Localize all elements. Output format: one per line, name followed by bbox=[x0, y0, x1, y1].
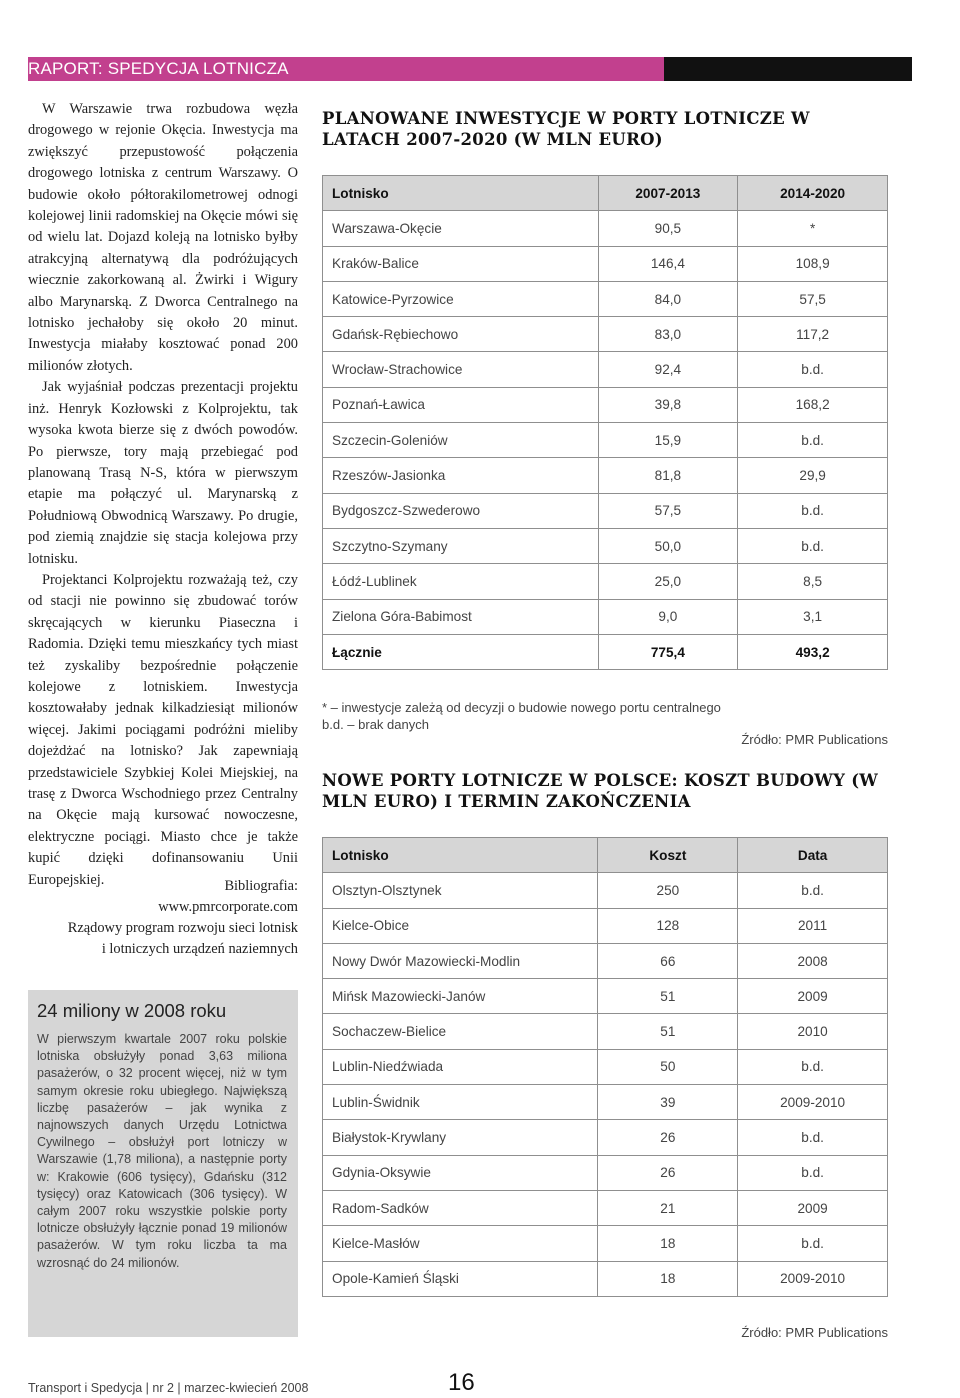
table-row bbox=[323, 979, 888, 1014]
table-cell: * bbox=[738, 211, 888, 246]
table-cell: 250 bbox=[598, 873, 738, 908]
note-asterisk: * – inwestycje zależą od decyzji o budowie nowego portu centralnego bbox=[322, 700, 721, 715]
table-row bbox=[323, 458, 888, 493]
article-paragraph: W Warszawie trwa rozbudowa węzła drogowego w rejonie Okęcia. Inwestycja ma zwiększyć przepustowość połączenia drogowego lotniska z centrum Warszawy. O budowie około półtorakilometrowej odnogi kolejowej linii radomskiej na Okęcie mówi się od wielu lat. Dojazd koleją na lotnisko byłby atrakcyjną alternatywą dla podróżujących wiecznie zakorkowaną al. Żwirki i Wigury albo Marynarską. Z Dworca Centralnego na lotnisko jechałoby się około 20 minut. Inwestycja miałaby kosztować ponad 200 milionów złotych. bbox=[28, 101, 298, 374]
table-cell: 2011 bbox=[738, 908, 888, 943]
table-cell: Łódź-Lublinek bbox=[323, 564, 599, 599]
table-cell: 9,0 bbox=[598, 599, 738, 634]
note-bd: b.d. – brak danych bbox=[322, 717, 429, 732]
table-cell: 493,2 bbox=[738, 634, 888, 669]
table-cell: 15,9 bbox=[598, 423, 738, 458]
table-cell: Kielce-Masłów bbox=[323, 1226, 598, 1261]
table-cell: b.d. bbox=[738, 493, 888, 528]
table-row bbox=[323, 943, 888, 978]
table-cell: 775,4 bbox=[598, 634, 738, 669]
bibliography-label: Bibliografia: bbox=[224, 878, 298, 894]
table-row bbox=[323, 1085, 888, 1120]
table-cell: b.d. bbox=[738, 1155, 888, 1190]
table-cell: 18 bbox=[598, 1226, 738, 1261]
table-cell: Sochaczew-Bielice bbox=[323, 1014, 598, 1049]
article-body bbox=[28, 99, 298, 891]
table-cell: Lublin-Świdnik bbox=[323, 1085, 598, 1120]
table-cell: Wrocław-Strachowice bbox=[323, 352, 599, 387]
table-cell: 50 bbox=[598, 1049, 738, 1084]
info-box bbox=[28, 990, 298, 1337]
info-box-text: W pierwszym kwartale 2007 roku polskie lotniska obsłużyły ponad 3,63 miliona pasażerów, o 32 procent więcej, niż w tym samym okresie roku ubiegłego. Największą liczbę pasażerów – jak wynika z najnowszych danych Urzędu Lotnictwa Cywilnego – obsłużył port lotniczy w Warszawie (1,78 miliona), a następnie porty w: Krakowie (606 tysięcy), Gdańsku (312 tysięcy) oraz Katowicach (306 tysięcy). W całym 2007 roku wszystkie polskie porty lotnicze obsłużyły łącznie ponad 19 milionów pasażerów. W tym roku liczba ta ma wzrosnąć do 24 milionów. bbox=[37, 1032, 287, 1270]
table-cell: 2009 bbox=[738, 979, 888, 1014]
table-cell: Gdańsk-Rębiechowo bbox=[323, 317, 599, 352]
bibliography-line: Rządowy program rozwoju sieci lotnisk bbox=[67, 920, 298, 936]
table-cell: 146,4 bbox=[598, 246, 738, 281]
table-cell: 84,0 bbox=[598, 281, 738, 316]
table-header-row bbox=[323, 838, 888, 873]
table-cell: b.d. bbox=[738, 1049, 888, 1084]
table-row bbox=[323, 211, 888, 246]
page-number: 16 bbox=[448, 1369, 475, 1396]
section-header-title: RAPORT: SPEDYCJA LOTNICZA bbox=[28, 59, 289, 78]
table-cell: Szczytno-Szymany bbox=[323, 528, 599, 563]
table-cell: Bydgoszcz-Szwederowo bbox=[323, 493, 599, 528]
bibliography bbox=[28, 876, 298, 960]
table-cell: b.d. bbox=[738, 873, 888, 908]
table-row bbox=[323, 873, 888, 908]
table1-notes bbox=[322, 699, 721, 733]
table-total-row bbox=[323, 634, 888, 669]
table-cell: 21 bbox=[598, 1190, 738, 1225]
table-row bbox=[323, 599, 888, 634]
new-airports-table bbox=[322, 837, 888, 1297]
article-paragraph: Projektanci Kolprojektu rozważają też, czy od stacji nie powinno się zbudować torów skręcających w kierunku Piaseczna i Radomia. Dzięki temu mieszkańcy tych miast też zyskaliby bezpośrednie połączenie kolejowe z lotniskiem. Inwestycja kosztowałaby jednak kilkadziesiąt milionów więcej. Jakimi pociągami podróżni mieliby dojeżdżać na lotnisko? Jak zapewniają przedstawiciele Szybkiej Kolei Miejskiej, na trasę z Dworca Wschodniego przez Centralny na Okęcie mają kursować nowoczesne, elektryczne pociągi. Miasto chce je także kupić dzięki dofinansowaniu Unii Europejskiej. bbox=[28, 571, 298, 888]
table-cell: 2009-2010 bbox=[738, 1085, 888, 1120]
table-cell: Kraków-Balice bbox=[323, 246, 599, 281]
table-row bbox=[323, 281, 888, 316]
table-cell: b.d. bbox=[738, 1120, 888, 1155]
table-row bbox=[323, 1049, 888, 1084]
table-cell: 39 bbox=[598, 1085, 738, 1120]
table-cell: b.d. bbox=[738, 1226, 888, 1261]
table-cell: 2009-2010 bbox=[738, 1261, 888, 1296]
table-cell: Katowice-Pyrzowice bbox=[323, 281, 599, 316]
table-cell: 81,8 bbox=[598, 458, 738, 493]
table-cell: 57,5 bbox=[598, 493, 738, 528]
table-row bbox=[323, 387, 888, 422]
table-cell: 83,0 bbox=[598, 317, 738, 352]
investments-table bbox=[322, 175, 888, 670]
table-row bbox=[323, 317, 888, 352]
table-cell: b.d. bbox=[738, 423, 888, 458]
table2-source: Źródło: PMR Publications bbox=[741, 1325, 888, 1340]
table-cell: 128 bbox=[598, 908, 738, 943]
table-cell: Zielona Góra-Babimost bbox=[323, 599, 599, 634]
table-cell: Gdynia-Oksywie bbox=[323, 1155, 598, 1190]
bibliography-line: i lotniczych urządzeń naziemnych bbox=[101, 941, 298, 957]
table-cell: Mińsk Mazowiecki-Janów bbox=[323, 979, 598, 1014]
column-header: 2014-2020 bbox=[738, 176, 888, 211]
table-cell: Lublin-Niedźwiada bbox=[323, 1049, 598, 1084]
table2-title: NOWE PORTY LOTNICZE W POLSCE: KOSZT BUDOWY (W MLN EURO) I TERMIN ZAKOŃCZENIA bbox=[322, 771, 879, 811]
table-cell: Szczecin-Goleniów bbox=[323, 423, 599, 458]
table-row bbox=[323, 1261, 888, 1296]
table-cell: 39,8 bbox=[598, 387, 738, 422]
bibliography-line: www.pmrcorporate.com bbox=[158, 899, 298, 915]
table-cell: Radom-Sadków bbox=[323, 1190, 598, 1225]
column-header: Data bbox=[738, 838, 888, 873]
header-accent bbox=[28, 57, 664, 81]
table-cell: 108,9 bbox=[738, 246, 888, 281]
table-row bbox=[323, 423, 888, 458]
table-cell: 50,0 bbox=[598, 528, 738, 563]
column-header: Lotnisko bbox=[323, 176, 599, 211]
column-header: Lotnisko bbox=[323, 838, 598, 873]
column-header: 2007-2013 bbox=[598, 176, 738, 211]
table-cell: Poznań-Ławica bbox=[323, 387, 599, 422]
table-cell: 168,2 bbox=[738, 387, 888, 422]
table-cell: Białystok-Krywlany bbox=[323, 1120, 598, 1155]
table-row bbox=[323, 493, 888, 528]
table-cell: 26 bbox=[598, 1120, 738, 1155]
header-bar bbox=[28, 57, 912, 81]
table-cell: 25,0 bbox=[598, 564, 738, 599]
table-row bbox=[323, 528, 888, 563]
table-row bbox=[323, 246, 888, 281]
article-paragraph: Jak wyjaśniał podczas prezentacji projektu inż. Henryk Kozłowski z Kolprojektu, tak wysoka kwota bierze się z dwóch powodów. Po pierwsze, tory mają przebiegać pod planowaną Trasą N-S, która w pierwszym etapie ma połączyć ul. Marynarską z Południową Obwodnicą Warszawy. Po drugie, pod ziemią znajdzie się stacja kolejowa przy lotnisku. bbox=[28, 379, 298, 567]
table-cell: 3,1 bbox=[738, 599, 888, 634]
table-cell: Warszawa-Okęcie bbox=[323, 211, 599, 246]
table-row bbox=[323, 564, 888, 599]
table-cell: 51 bbox=[598, 1014, 738, 1049]
table-cell: Kielce-Obice bbox=[323, 908, 598, 943]
table-cell: 18 bbox=[598, 1261, 738, 1296]
footer-text: Transport i Spedycja | nr 2 | marzec-kwiecień 2008 bbox=[28, 1381, 309, 1395]
table1-source: Źródło: PMR Publications bbox=[741, 732, 888, 747]
table-cell: Nowy Dwór Mazowiecki-Modlin bbox=[323, 943, 598, 978]
table-cell: 8,5 bbox=[738, 564, 888, 599]
table-cell: 117,2 bbox=[738, 317, 888, 352]
table-row bbox=[323, 1190, 888, 1225]
table-cell: 92,4 bbox=[598, 352, 738, 387]
table-cell: 51 bbox=[598, 979, 738, 1014]
table-cell: 29,9 bbox=[738, 458, 888, 493]
table-cell: 2009 bbox=[738, 1190, 888, 1225]
table-cell: Łącznie bbox=[323, 634, 599, 669]
table-cell: 2008 bbox=[738, 943, 888, 978]
table-row bbox=[323, 908, 888, 943]
table-row bbox=[323, 1226, 888, 1261]
table-cell: Olsztyn-Olsztynek bbox=[323, 873, 598, 908]
info-box-title: 24 miliony w 2008 roku bbox=[37, 1000, 227, 1021]
table-cell: b.d. bbox=[738, 352, 888, 387]
table-cell: b.d. bbox=[738, 528, 888, 563]
table-row bbox=[323, 1155, 888, 1190]
table-row bbox=[323, 1014, 888, 1049]
table-row bbox=[323, 1120, 888, 1155]
table-cell: Rzeszów-Jasionka bbox=[323, 458, 599, 493]
table-cell: 66 bbox=[598, 943, 738, 978]
table1-title: PLANOWANE INWESTYCJE W PORTY LOTNICZE W LATACH 2007-2020 (W MLN EURO) bbox=[322, 109, 810, 149]
table-cell: Opole-Kamień Śląski bbox=[323, 1261, 598, 1296]
column-header: Koszt bbox=[598, 838, 738, 873]
table-row bbox=[323, 352, 888, 387]
table-header-row bbox=[323, 176, 888, 211]
table-cell: 26 bbox=[598, 1155, 738, 1190]
table-cell: 90,5 bbox=[598, 211, 738, 246]
table-cell: 2010 bbox=[738, 1014, 888, 1049]
table-cell: 57,5 bbox=[738, 281, 888, 316]
